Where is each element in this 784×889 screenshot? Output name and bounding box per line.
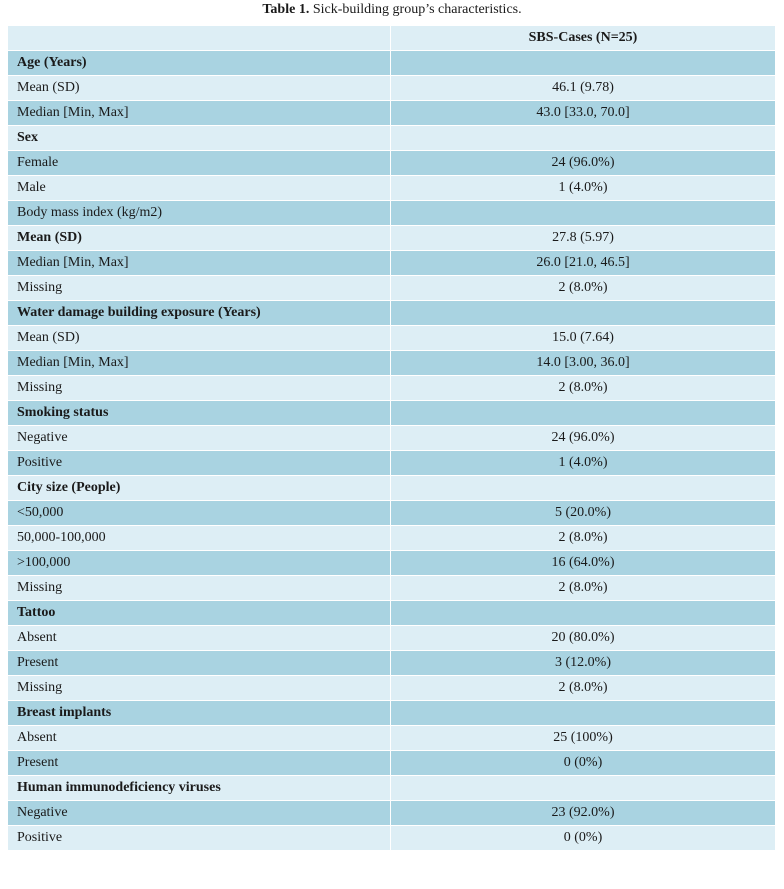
row-label-cell: Present [8, 651, 391, 676]
table-row [8, 676, 776, 701]
row-value-cell: 20 (80.0%) [391, 626, 776, 651]
row-value-cell: 0 (0%) [391, 826, 776, 851]
row-label-cell: Sex [8, 126, 391, 151]
row-value-cell: 15.0 (7.64) [391, 326, 776, 351]
table-row [8, 101, 776, 126]
row-value-cell: 23 (92.0%) [391, 801, 776, 826]
table-row [8, 526, 776, 551]
table-caption [0, 1, 784, 19]
row-value-cell: 2 (8.0%) [391, 676, 776, 701]
row-value-cell: 2 (8.0%) [391, 576, 776, 601]
row-value-cell: 25 (100%) [391, 726, 776, 751]
characteristics-table [7, 25, 776, 851]
table-row [8, 51, 776, 76]
row-label-cell: >100,000 [8, 551, 391, 576]
row-label-cell: Breast implants [8, 701, 391, 726]
table-row [8, 801, 776, 826]
table-row [8, 551, 776, 576]
table-row [8, 76, 776, 101]
row-value-cell: 24 (96.0%) [391, 426, 776, 451]
row-label-cell: Tattoo [8, 601, 391, 626]
table-row [8, 376, 776, 401]
row-value-cell [391, 701, 776, 726]
row-value-cell: 2 (8.0%) [391, 526, 776, 551]
row-value-cell: 2 (8.0%) [391, 376, 776, 401]
table-container [7, 25, 775, 851]
row-label-cell: Missing [8, 576, 391, 601]
table-row [8, 626, 776, 651]
table-row [8, 326, 776, 351]
table-row [8, 351, 776, 376]
row-value-cell [391, 51, 776, 76]
row-value-cell: 1 (4.0%) [391, 451, 776, 476]
table-row [8, 276, 776, 301]
table-body [8, 26, 776, 851]
row-label-cell: Mean (SD) [8, 326, 391, 351]
table-row [8, 151, 776, 176]
row-value-cell: 14.0 [3.00, 36.0] [391, 351, 776, 376]
table-row [8, 751, 776, 776]
table-row [8, 426, 776, 451]
row-label-cell: Negative [8, 426, 391, 451]
row-label-cell: 50,000-100,000 [8, 526, 391, 551]
row-label-cell: Missing [8, 276, 391, 301]
header-column-cell: SBS-Cases (N=25) [391, 26, 776, 51]
row-label-cell: Median [Min, Max] [8, 351, 391, 376]
table-row [8, 401, 776, 426]
row-value-cell [391, 476, 776, 501]
row-label-cell: Water damage building exposure (Years) [8, 301, 391, 326]
table-row [8, 501, 776, 526]
row-label-cell: Male [8, 176, 391, 201]
table-row [8, 726, 776, 751]
row-label-cell: Positive [8, 826, 391, 851]
table-row [8, 576, 776, 601]
table-header-row [8, 26, 776, 51]
table-row [8, 826, 776, 851]
row-label-cell: Absent [8, 726, 391, 751]
row-label-cell: Age (Years) [8, 51, 391, 76]
row-value-cell: 1 (4.0%) [391, 176, 776, 201]
row-label-cell: Mean (SD) [8, 76, 391, 101]
table-row [8, 176, 776, 201]
row-label-cell: Absent [8, 626, 391, 651]
row-value-cell [391, 201, 776, 226]
row-value-cell: 0 (0%) [391, 751, 776, 776]
row-value-cell: 2 (8.0%) [391, 276, 776, 301]
table-row [8, 701, 776, 726]
row-label-cell: Body mass index (kg/m2) [8, 201, 391, 226]
table-row [8, 201, 776, 226]
row-label-cell: <50,000 [8, 501, 391, 526]
table-row [8, 301, 776, 326]
row-label-cell: Negative [8, 801, 391, 826]
table-row [8, 226, 776, 251]
row-value-cell [391, 401, 776, 426]
row-label-cell: City size (People) [8, 476, 391, 501]
row-value-cell: 26.0 [21.0, 46.5] [391, 251, 776, 276]
table-row [8, 451, 776, 476]
row-label-cell: Missing [8, 376, 391, 401]
table-row [8, 476, 776, 501]
table-row [8, 776, 776, 801]
row-value-cell [391, 126, 776, 151]
row-label-cell: Human immunodeficiency viruses [8, 776, 391, 801]
row-value-cell [391, 601, 776, 626]
row-label-cell: Smoking status [8, 401, 391, 426]
row-label-cell: Missing [8, 676, 391, 701]
table-row [8, 126, 776, 151]
row-label-cell: Positive [8, 451, 391, 476]
row-label-cell: Mean (SD) [8, 226, 391, 251]
caption-label: Table 1. [262, 2, 310, 17]
row-value-cell: 5 (20.0%) [391, 501, 776, 526]
row-value-cell: 46.1 (9.78) [391, 76, 776, 101]
row-label-cell: Median [Min, Max] [8, 251, 391, 276]
row-value-cell: 27.8 (5.97) [391, 226, 776, 251]
table-row [8, 251, 776, 276]
row-label-cell: Present [8, 751, 391, 776]
row-value-cell: 43.0 [33.0, 70.0] [391, 101, 776, 126]
header-label-cell [8, 26, 391, 51]
table-row [8, 601, 776, 626]
table-row [8, 651, 776, 676]
row-value-cell [391, 301, 776, 326]
caption-text: Sick-building group’s characteristics. [312, 2, 522, 17]
row-value-cell [391, 776, 776, 801]
row-value-cell: 3 (12.0%) [391, 651, 776, 676]
row-value-cell: 16 (64.0%) [391, 551, 776, 576]
row-label-cell: Female [8, 151, 391, 176]
row-value-cell: 24 (96.0%) [391, 151, 776, 176]
row-label-cell: Median [Min, Max] [8, 101, 391, 126]
